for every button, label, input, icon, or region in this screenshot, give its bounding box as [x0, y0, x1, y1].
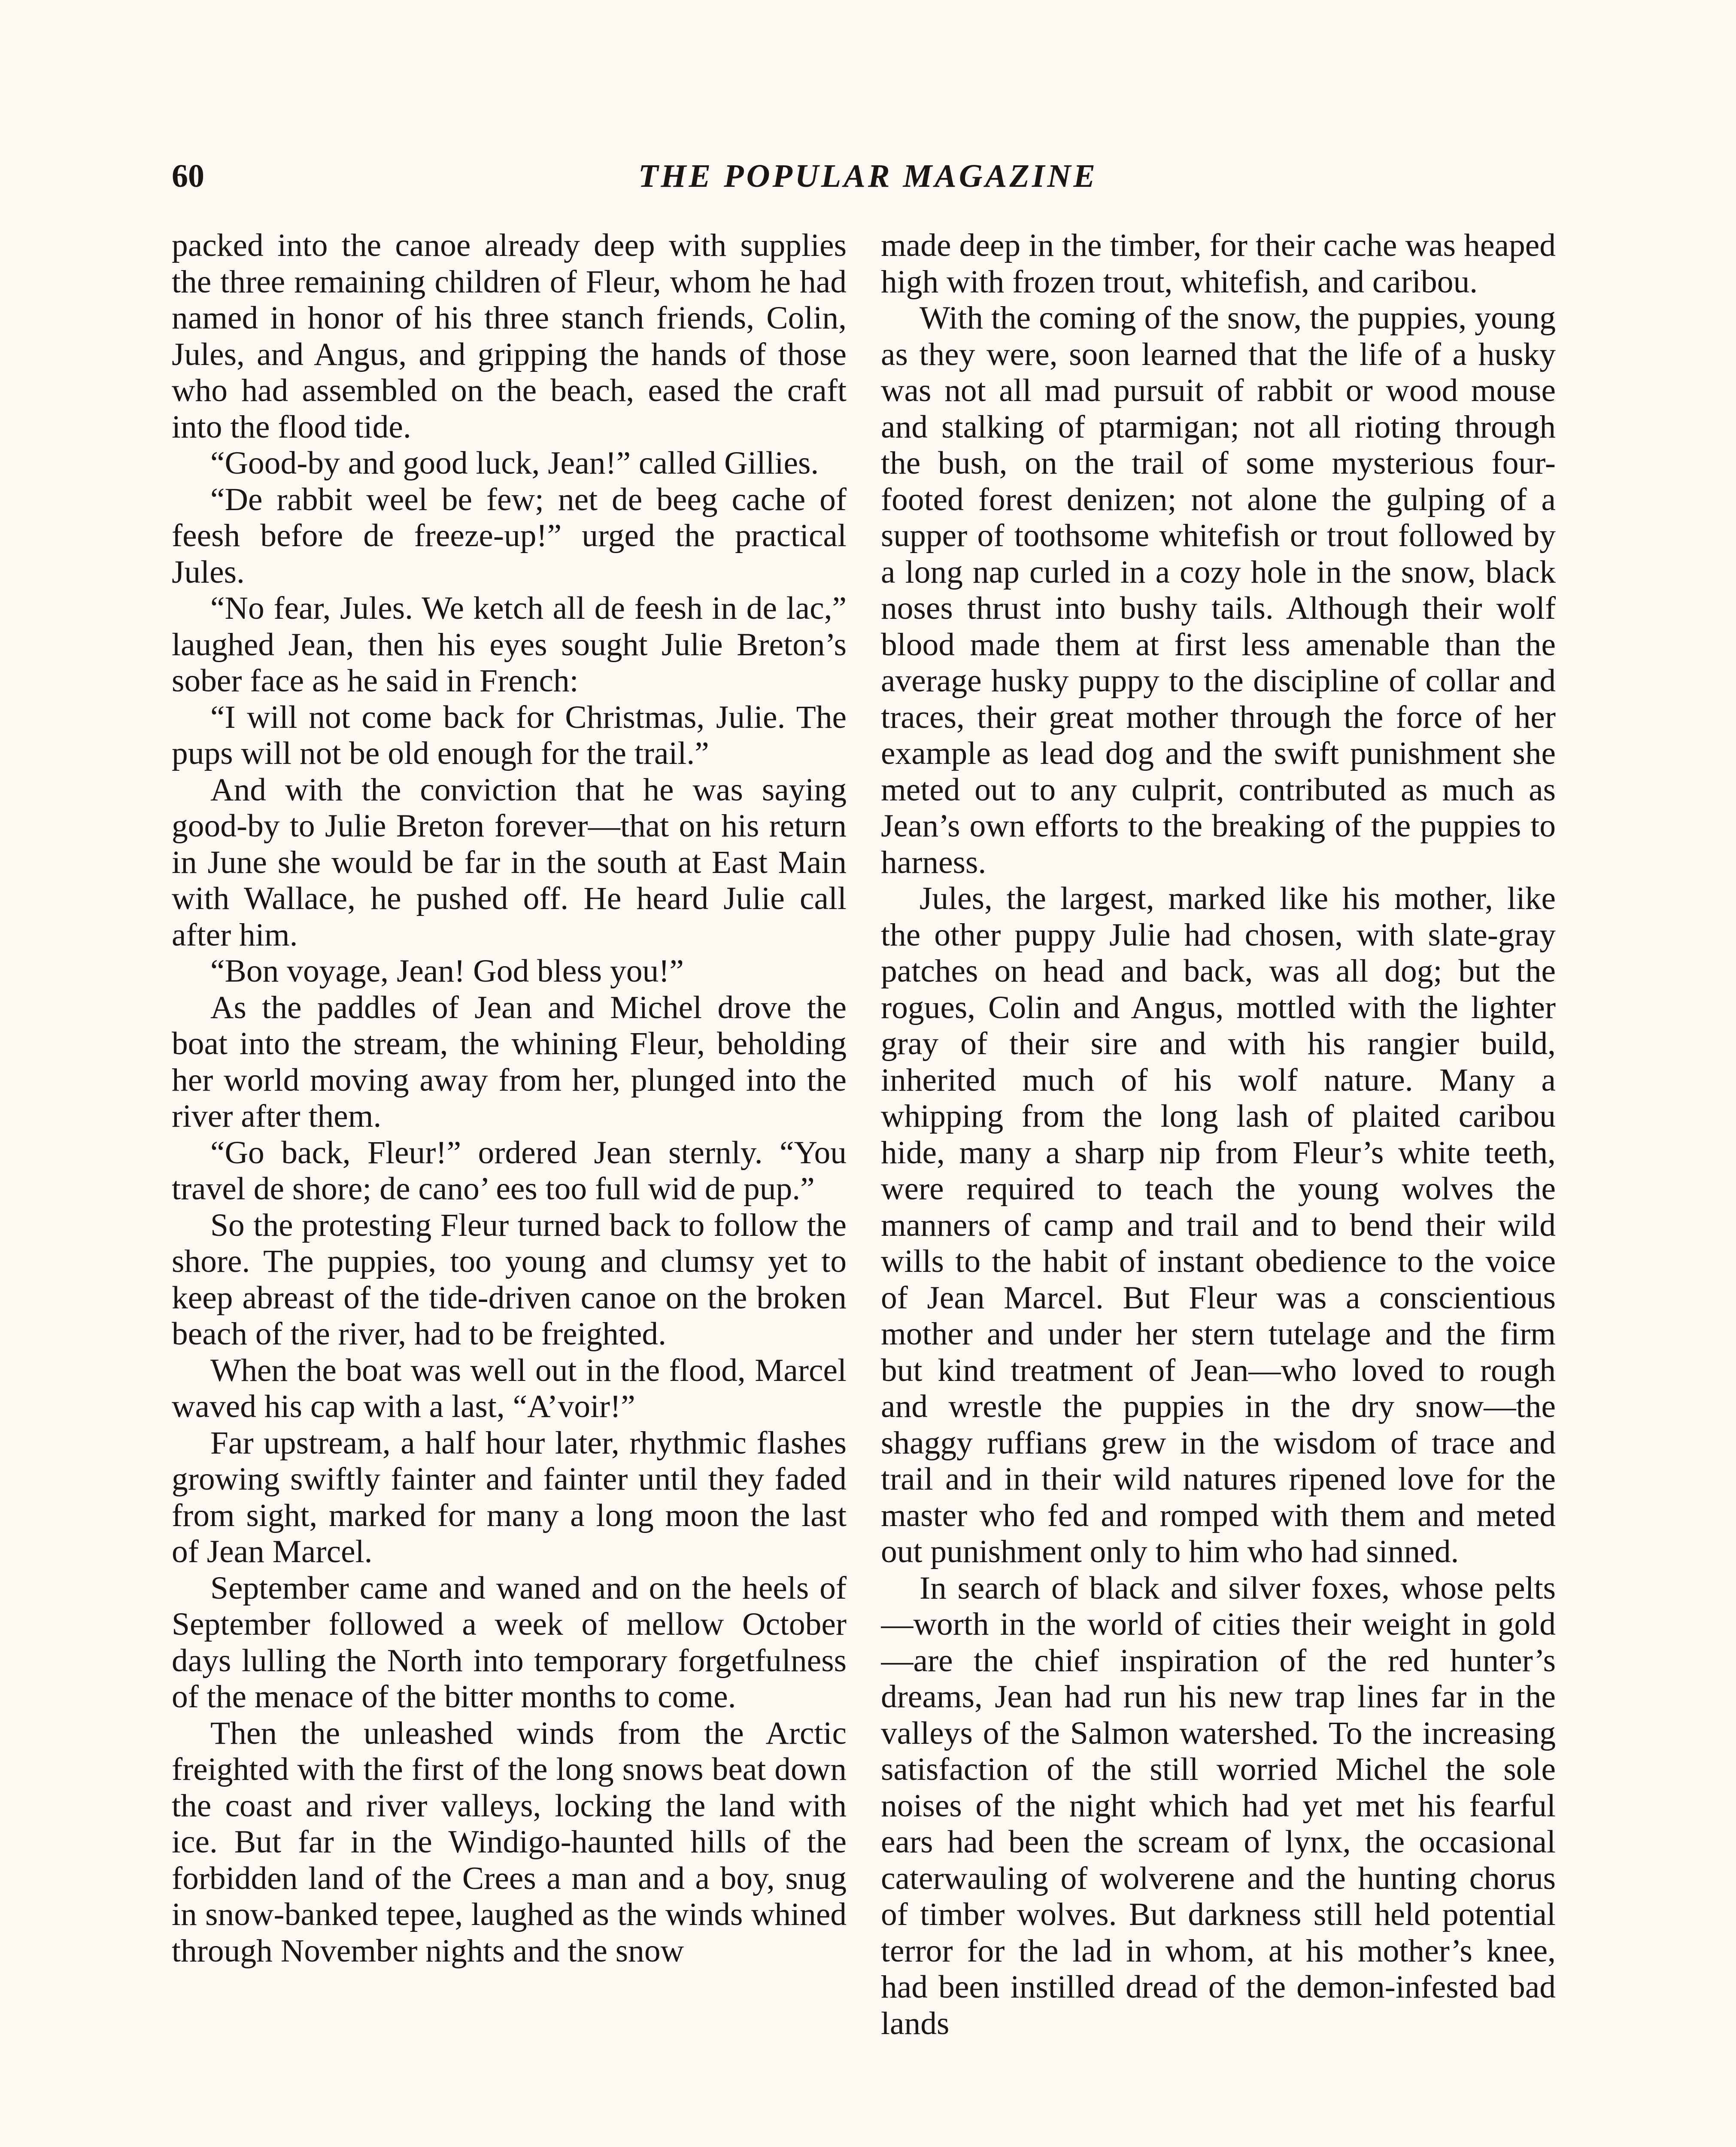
paragraph: “Go back, Fleur!” ordered Jean sternly. “You travel de shore; de cano’ ees too full wid de pup.” — [172, 1134, 847, 1207]
paragraph: September came and waned and on the heels of September followed a week of mellow October days lulling the North into temporary forgetfulness of the menace of the bitter months to come. — [172, 1570, 847, 1715]
paragraph: “Good-by and good luck, Jean!” called Gillies. — [210, 445, 819, 481]
paragraph: In search of black and silver foxes, whose pelts—worth in the world of cities their weight in gold—are the chief inspiration of the red hunter’s dreams, Jean had run his new trap lines far in the valleys of the Salmon watershed. To the increasing satisfaction of the still worried Michel the sole noises of the night which had yet met his fearful ears had been the scream of lynx, the occasional caterwauling of wolverene and the hunting chorus of timber wolves. But darkness still held potential terror for the lad in whom, at his mother’s knee, had been instilled dread of the demon-infested bad lands — [881, 1570, 1556, 2041]
page-number: 60 — [172, 158, 204, 194]
paragraph: And with the conviction that he was saying good-by to Julie Breton forever—that on his return in June she would be far in the south at East Main with Wallace, he pushed off. He heard Julie call after him. — [172, 772, 847, 953]
paragraph: “No fear, Jules. We ketch all de feesh in de lac,” laughed Jean, then his eyes sought Julie Breton’s sober face as he said in French: — [172, 590, 847, 699]
paragraph: With the coming of the snow, the puppies, young as they were, soon learned that the life of a husky was not all mad pursuit of rabbit or wood mouse and stalking of ptarmigan; not all rioting through the bush, on the trail of some mysterious four-footed forest denizen; not alone the gulping of a supper of toothsome whitefish or trout followed by a long nap curled in a cozy hole in the snow, black noses thrust into bushy tails. Although their wolf blood made them at first less amenable than the average husky puppy to the discipline of collar and traces, their great mother through the force of her example as lead dog and the swift punishment she meted out to any culprit, contributed as much as Jean’s own efforts to the breaking of the puppies to harness. — [881, 300, 1556, 880]
page-header — [172, 150, 1564, 202]
paragraph: So the protesting Fleur turned back to follow the shore. The puppies, too young and clumsy yet to keep abreast of the tide-driven canoe on the broken beach of the river, had to be freighted. — [172, 1207, 847, 1352]
running-title: THE POPULAR MAGAZINE — [638, 158, 1098, 194]
paragraph: “De rabbit weel be few; net de beeg cache of feesh before de freeze-up!” urged the practical Jules. — [172, 481, 847, 590]
paragraph: Jules, the largest, marked like his mother, like the other puppy Julie had chosen, with slate-gray patches on head and back, was all dog; but the rogues, Colin and Angus, mottled with the lighter gray of their sire and with his rangier build, inherited much of his wolf nature. Many a whipping from the long lash of plaited caribou hide, many a sharp nip from Fleur’s white teeth, were required to teach the young wolves the manners of camp and trail and to bend their wild wills to the habit of instant obedience to the voice of Jean Marcel. But Fleur was a conscientious mother and under her stern tutelage and the firm but kind treatment of Jean—who loved to rough and wrestle the puppies in the dry snow—the shaggy ruffians grew in the wisdom of trace and trail and in their wild natures ripened love for the master who fed and romped with them and meted out punishment only to him who had sinned. — [881, 881, 1556, 1569]
paragraph: “Bon voyage, Jean! God bless you!” — [210, 953, 684, 989]
right-column — [881, 228, 1556, 2147]
paragraph: Then the unleashed winds from the Arctic freighted with the first of the long snows beat down the coast and river valleys, locking the land with ice. But far in the Windigo-haunted hills of the forbidden land of the Crees a man and a boy, snug in snow-banked tepee, laughed as the winds whined through November nights and the snow — [172, 1715, 847, 1969]
paragraph: As the paddles of Jean and Michel drove the boat into the stream, the whining Fleur, beholding her world moving away from her, plunged into the river after them. — [172, 989, 847, 1134]
paragraph: packed into the canoe already deep with supplies the three remaining children of Fleur, whom he had named in honor of his three stanch friends, Colin, Jules, and Angus, and gripping the hands of those who had assembled on the beach, eased the craft into the flood tide. — [172, 228, 847, 445]
paragraph: Far upstream, a half hour later, rhythmic flashes growing swiftly fainter and fainter until they faded from sight, marked for many a long moon the last of Jean Marcel. — [172, 1425, 847, 1569]
paragraph: When the boat was well out in the flood, Marcel waved his cap with a last, “A’voir!” — [172, 1352, 847, 1424]
left-column — [172, 228, 847, 2147]
paragraph: “I will not come back for Christmas, Julie. The pups will not be old enough for the trail.” — [172, 699, 847, 771]
paragraph: made deep in the timber, for their cache was heaped high with frozen trout, whitefish, and caribou. — [881, 228, 1556, 300]
